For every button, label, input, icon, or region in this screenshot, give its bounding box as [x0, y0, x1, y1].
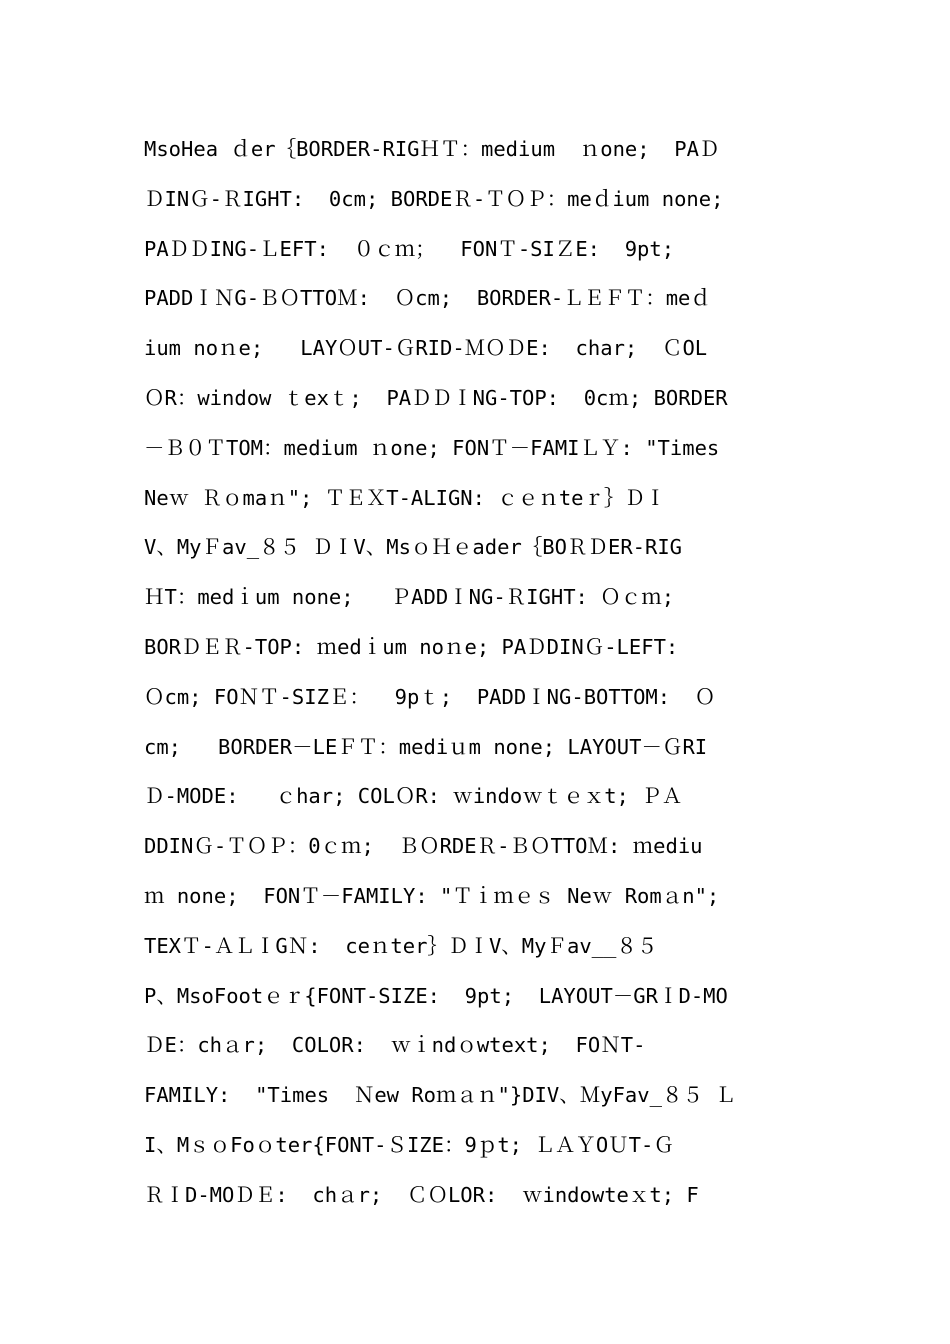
text-line: PADDＩＮG-ＢＯTTOＭ: Ｏcm; BORDER-ＬＥＦＴ：meｄ [144, 286, 711, 311]
text-line: cm; BORDER－LEＦＴ：mediｕm none; LAYOUT－ＧRI [144, 734, 708, 759]
text-line: ＯR：window ｔexｔ; PAＤＤＩNG-TOP: 0cｍ; BORDER [144, 385, 728, 410]
text-line: BORＤＥＲ-TOP: ｍedｉum noｎe; PAＤDINＧ-LEFT: [144, 634, 679, 659]
text-line: Ｄ-MODE: ｃhar; COLＯR: ｗindoｗｔｅｘt; ＰＡ [144, 784, 683, 809]
text-line: P、MsoFootｅｒ{FONT-SIZE: 9pt; LAYOUT－GRＩD-MO [144, 983, 728, 1008]
text-line: ium noｎe; LAYＯUT-ＧRID-ＭＯＤE: char; ＣOL [144, 336, 708, 361]
text-line: ｍ none; FONＴ－FAMILY: "Ｔｉｍｅｓ Neｗ Romａn"; [144, 883, 720, 908]
text-line: PAＤＤING-ＬEFT: ０ｃｍ； FONＴ-SIＺE: 9pt; [144, 236, 675, 261]
text-line: V、MyＦav_８５ ＤＩV、MsｏＨｅader｛BOＲＤER-RIG [144, 535, 683, 560]
text-line: －Ｂ０ＴTOM：medium ｎone; FONＴ－FAMIＬＹ: "Times [144, 435, 720, 460]
text-line: ＤINＧ-ＲIGHT: 0cm; BORDEＲ-ＴＯＰ：meｄium none; [144, 186, 724, 211]
text-line: I、MｓｏFoｏter{FONT-ＳIZE：9ｐt; ＬＡＹOＵT-Ｇ [144, 1132, 674, 1157]
text-line: TEXＴ-ＡＬＩGＮ: ceｎter｝ＤＩV、MyＦav__８５ [144, 933, 658, 958]
text-line: ＤE：chａr; COLOR: ｗｉndｏwtext; FOＮT- [144, 1033, 646, 1058]
text-line: Ｏcm; FOＮＴ-SIZＥ： 9pｔ; PADDＩNG-BOTTOM: Ｏ [144, 684, 716, 709]
text-line: FAMILY: "Times Ｎew Roｍａｎ"}DIV、ＭyFav_８５ Ｌ [144, 1083, 736, 1108]
text-line: Neｗ Ｒｏmaｎ"; ＴＥＸT-ALIGN: ｃｅｎteｒ｝ＤＩ [144, 485, 666, 510]
text-line: MsoHea ｄer｛BORDER-RIGＨＴ：medium ｎone; PAＤ [144, 137, 720, 161]
text-line: ＨT：medｉum none; ＰADDＩNG-ＲIGHT: Ｏｃｍ; [144, 585, 675, 610]
document-body [144, 132, 814, 1228]
text-line: ＲＩD-MOＤＥ: chａr; ＣＯLOR: ｗindowteｘt; F [144, 1182, 699, 1207]
text-line: DDINＧ-ＴＯＰ：0ｃｍ; ＢＯRDEＲ-ＢＯTTOＭ: ｍediu [144, 834, 703, 859]
